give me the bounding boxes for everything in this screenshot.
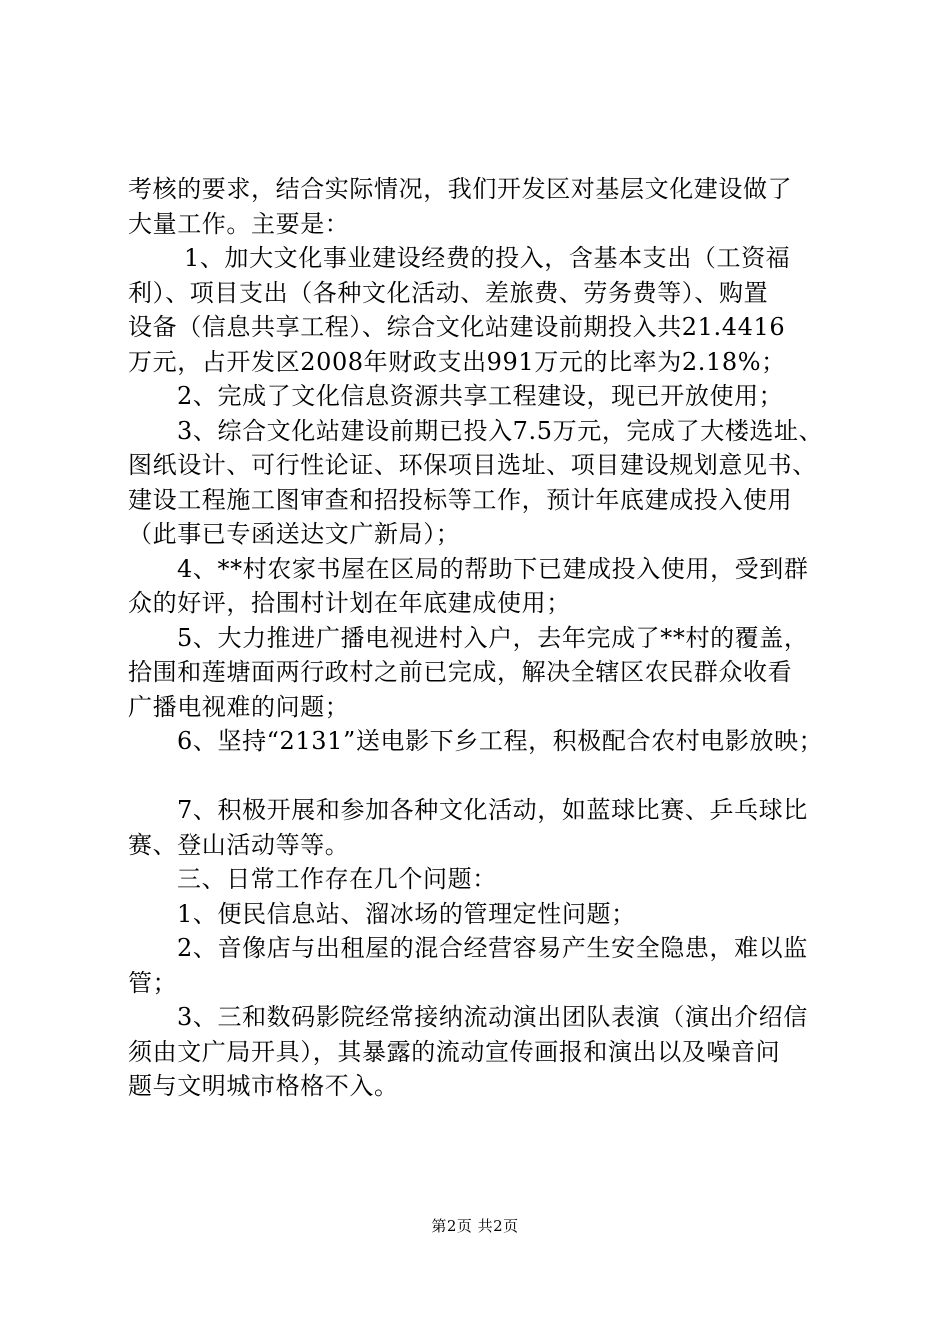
paragraph-item-2: 2、完成了文化信息资源共享工程建设，现已开放使用； (177, 382, 784, 410)
text-line: 万元，占开发区2008年财政支出991万元的比率为2.18%； (128, 347, 786, 376)
text-line: 图纸设计、可行性论证、环保项目选址、项目建设规划意见书、 (128, 451, 817, 479)
paragraph-item-5: 5、大力推进广播电视进村入户，去年完成了**村的覆盖， (177, 623, 809, 652)
text-line: 考核的要求，结合实际情况，我们开发区对基层文化建设做了 (128, 175, 793, 203)
section-heading: 三、日常工作存在几个问题： (177, 865, 497, 893)
problem-item-1: 1、便民信息站、溜冰场的管理定性问题； (177, 899, 636, 928)
paragraph-item-3: 3、综合文化站建设前期已投入7.5万元，完成了大楼选址、 (177, 416, 824, 445)
paragraph-item-6: 6、坚持“2131”送电影下乡工程，积极配合农村电影放映； (177, 727, 824, 755)
paragraph-item-1: 1、加大文化事业建设经费的投入，含基本支出（工资福 (184, 244, 791, 272)
text-line: （此事已专函送达文广新局）； (128, 520, 461, 548)
text-line: 众的好评，拾围村计划在年底建成使用； (128, 589, 571, 617)
text-line: 须由文广局开具），其暴露的流动宣传画报和演出以及噪音问 (128, 1037, 781, 1066)
blank-line (128, 759, 842, 794)
text-line: 设备（信息共享工程）、综合文化站建设前期投入共21.4416 (128, 313, 786, 341)
text-line: 建设工程施工图审查和招投标等工作，预计年底建成投入使用 (128, 485, 793, 514)
text-line: 广播电视难的问题； (128, 692, 350, 721)
text-line: 题与文明城市格格不入。 (128, 1072, 399, 1100)
text-line: 管； (128, 968, 178, 997)
document-body (128, 172, 842, 1104)
paragraph-item-7: 7、积极开展和参加各种文化活动，如蓝球比赛、乒乓球比 (177, 796, 808, 824)
problem-item-3: 3、三和数码影院经常接纳流动演出团队表演（演出介绍信 (177, 1003, 808, 1031)
text-line: 拾围和莲塘面两行政村之前已完成，解决全辖区农民群众收看 (128, 658, 793, 686)
page-number-footer: 第2页 共2页 (431, 1217, 519, 1235)
text-line: 赛、登山活动等等。 (128, 830, 350, 859)
paragraph-item-4: 4、**村农家书屋在区局的帮助下已建成投入使用，受到群 (177, 554, 809, 583)
text-line: 大量工作。主要是： (128, 209, 350, 238)
problem-item-2: 2、音像店与出租屋的混合经营容易产生安全隐患，难以监 (177, 934, 808, 962)
text-line: 利）、项目支出（各种文化活动、差旅费、劳务费等）、购置 (128, 278, 769, 307)
